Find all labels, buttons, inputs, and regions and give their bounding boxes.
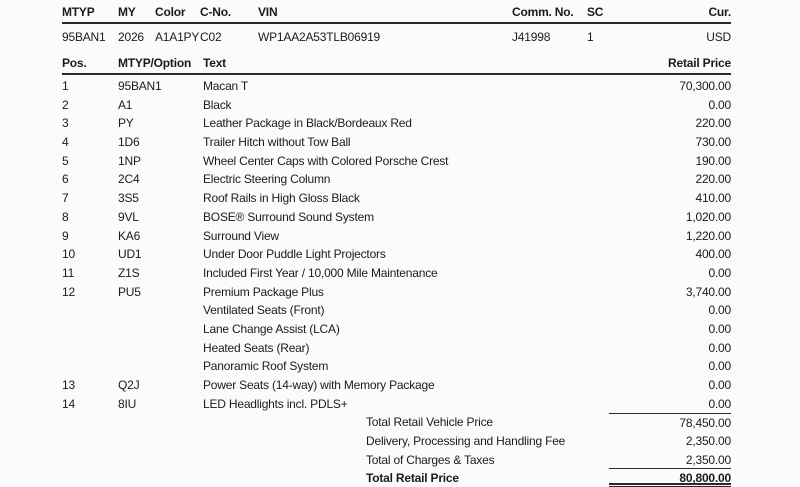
option-price: 1,220.00 (685, 228, 731, 243)
vehicle-header-cno: C-No. (200, 5, 231, 19)
option-price: 0.00 (708, 378, 731, 392)
option-text: Power Seats (14-way) with Memory Package (203, 378, 435, 392)
option-text: Electric Steering Column (203, 172, 331, 187)
option-row (62, 189, 731, 208)
option-price: 70,300.00 (679, 79, 731, 93)
option-code (118, 357, 203, 376)
option-price: 0.00 (708, 265, 731, 280)
options-header-text: Text (203, 56, 226, 70)
vehicle-header-cur: Cur. (708, 5, 731, 19)
option-text: Panoramic Roof System (203, 359, 329, 374)
option-price: 0.00 (708, 321, 731, 336)
option-row (62, 245, 731, 264)
options-header-row (62, 56, 731, 75)
option-row (62, 264, 731, 283)
vehicle-value-cur: USD (706, 30, 731, 44)
option-pos: 14 (62, 396, 75, 411)
option-row (62, 301, 731, 320)
option-pos: 9 (62, 228, 69, 243)
vehicle-value-mtyp: 95BAN1 (62, 30, 106, 44)
option-row (62, 320, 731, 339)
option-text: Leather Package in Black/Bordeaux Red (203, 116, 412, 131)
option-pos: 4 (62, 135, 69, 150)
option-price: 220.00 (695, 172, 731, 187)
option-code: A1 (118, 97, 133, 112)
totals-value: 80,800.00 (609, 469, 731, 487)
vehicle-value-cno: C02 (200, 30, 222, 44)
options-header-price: Retail Price (668, 56, 731, 70)
option-code (118, 320, 203, 339)
option-row (62, 395, 731, 414)
option-price: 410.00 (695, 191, 731, 206)
option-code: 1NP (118, 153, 141, 168)
option-code: UD1 (118, 247, 142, 262)
vehicle-info-header-row (62, 5, 731, 24)
option-row (62, 77, 731, 96)
option-price: 0.00 (708, 303, 731, 318)
option-row (62, 227, 731, 246)
option-price: 400.00 (695, 247, 731, 262)
option-text: Included First Year / 10,000 Mile Maintenance (203, 265, 438, 280)
option-row (62, 170, 731, 189)
option-text: Under Door Puddle Light Projectors (203, 247, 386, 262)
options-rows (62, 77, 731, 413)
option-text: Wheel Center Caps with Colored Porsche Crest (203, 153, 449, 168)
totals-row (62, 451, 731, 470)
option-price: 730.00 (695, 135, 731, 150)
option-pos: 7 (62, 191, 69, 206)
option-text: Heated Seats (Rear) (203, 340, 310, 355)
vehicle-header-commno: Comm. No. (512, 5, 574, 19)
totals-label: Delivery, Processing and Handling Fee (366, 433, 566, 448)
option-code: 3S5 (118, 191, 139, 206)
option-row (62, 208, 731, 227)
option-price: 1,020.00 (685, 209, 731, 224)
option-price: 0.00 (708, 396, 731, 411)
option-code: 2C4 (118, 172, 140, 187)
option-text: BOSE® Surround Sound System (203, 209, 374, 224)
option-code: KA6 (118, 228, 141, 243)
option-pos: 13 (62, 378, 75, 392)
options-header-pos: Pos. (62, 56, 87, 70)
vehicle-value-my: 2026 (118, 30, 144, 44)
option-pos: 1 (62, 79, 69, 93)
option-pos (62, 320, 118, 339)
option-code: 1D6 (118, 135, 140, 150)
option-pos (62, 339, 118, 358)
vehicle-header-mtyp: MTYP (62, 5, 95, 19)
option-pos: 11 (62, 265, 75, 280)
vehicle-header-my: MY (118, 5, 136, 19)
vehicle-value-commno: J41998 (512, 30, 551, 44)
vehicle-header-sc: SC (587, 5, 604, 19)
option-text: Black (203, 97, 232, 112)
option-pos: 10 (62, 247, 75, 262)
option-pos: 5 (62, 153, 69, 168)
option-text: Trailer Hitch without Tow Ball (203, 135, 351, 150)
option-row (62, 283, 731, 302)
option-pos: 6 (62, 172, 69, 187)
option-row (62, 133, 731, 152)
option-price: 220.00 (695, 116, 731, 131)
option-text: LED Headlights incl. PDLS+ (203, 396, 348, 411)
option-code (118, 301, 203, 320)
totals-label: Total Retail Vehicle Price (366, 415, 493, 430)
vehicle-info-data-row (62, 24, 731, 52)
vehicle-header-vin: VIN (258, 5, 278, 19)
option-pos: 12 (62, 284, 75, 299)
totals-section (62, 413, 731, 487)
option-text: Macan T (203, 79, 249, 93)
option-code: Q2J (118, 378, 140, 392)
totals-row (62, 432, 731, 451)
totals-value: 2,350.00 (609, 451, 731, 470)
option-row (62, 152, 731, 171)
option-pos (62, 357, 118, 376)
option-code: 95BAN1 (118, 79, 162, 93)
option-text: Surround View (203, 228, 279, 243)
option-price: 3,740.00 (685, 284, 731, 299)
option-price: 0.00 (708, 359, 731, 374)
option-code: 8IU (118, 396, 137, 411)
totals-label: Total of Charges & Taxes (366, 452, 495, 467)
option-price: 0.00 (708, 340, 731, 355)
options-header-code: MTYP/Option (118, 56, 192, 70)
option-row (62, 96, 731, 115)
option-code: Z1S (118, 265, 140, 280)
option-code: 9VL (118, 209, 139, 224)
option-text: Premium Package Plus (203, 284, 324, 299)
option-pos: 3 (62, 116, 69, 131)
vehicle-header-color: Color (155, 5, 186, 19)
vehicle-value-sc: 1 (587, 30, 594, 44)
option-code: PY (118, 116, 134, 131)
option-row (62, 357, 731, 376)
vehicle-value-vin: WP1AA2A53TLB06919 (258, 30, 381, 44)
option-text: Roof Rails in High Gloss Black (203, 191, 360, 206)
option-price: 0.00 (708, 97, 731, 112)
totals-value: 78,450.00 (609, 413, 731, 432)
option-row (62, 339, 731, 358)
totals-row (62, 469, 731, 487)
option-row (62, 376, 731, 395)
option-pos (62, 301, 118, 320)
option-pos: 8 (62, 209, 69, 224)
vehicle-info-table (62, 5, 731, 52)
option-pos: 2 (62, 97, 69, 112)
option-price: 190.00 (695, 153, 731, 168)
option-text: Ventilated Seats (Front) (203, 303, 325, 318)
option-code: PU5 (118, 284, 141, 299)
option-text: Lane Change Assist (LCA) (203, 321, 340, 336)
option-row (62, 114, 731, 133)
totals-label: Total Retail Price (366, 471, 459, 486)
vehicle-value-color: A1A1PY (155, 30, 200, 44)
option-code (118, 339, 203, 358)
totals-value: 2,350.00 (685, 433, 731, 448)
options-table (62, 56, 731, 413)
totals-row (62, 413, 731, 432)
